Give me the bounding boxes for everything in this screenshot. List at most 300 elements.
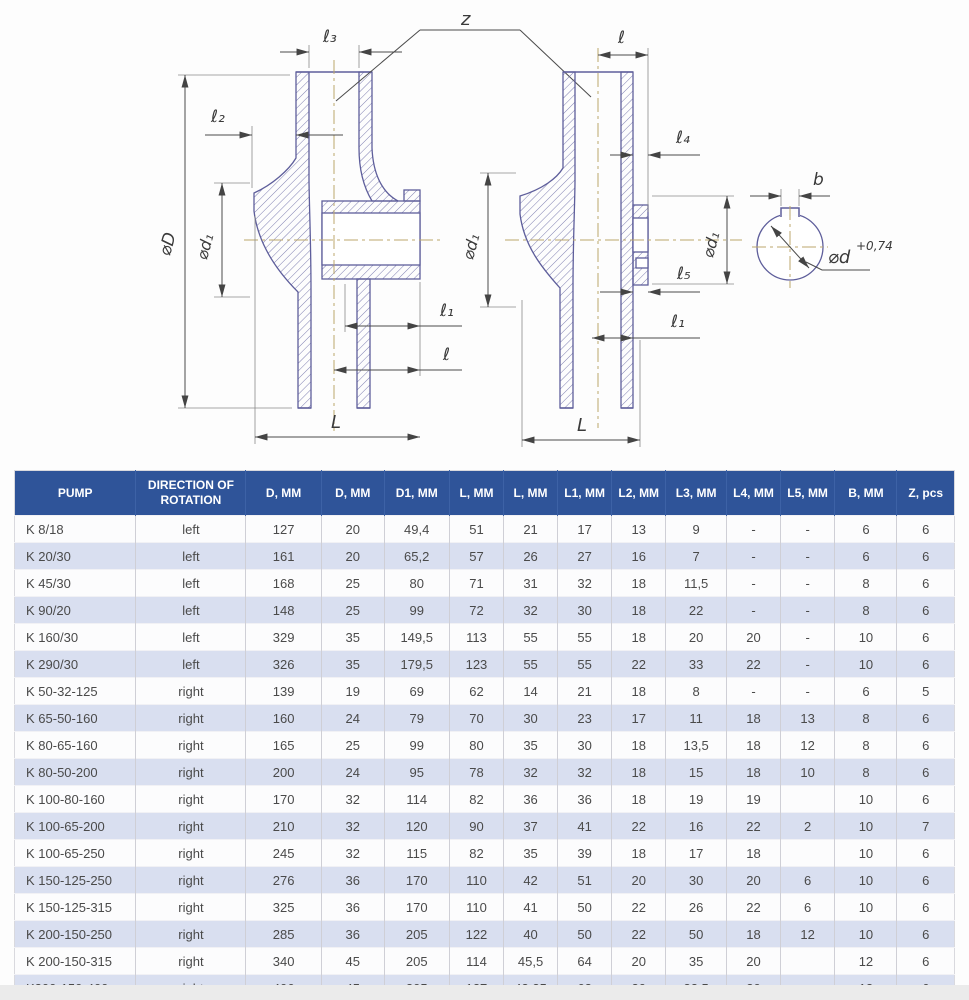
value-cell: 99 — [384, 597, 449, 624]
value-cell: 10 — [835, 786, 897, 813]
value-cell: 39 — [557, 840, 612, 867]
value-cell: right — [136, 732, 246, 759]
value-cell: right — [136, 705, 246, 732]
value-cell: 114 — [384, 786, 449, 813]
value-cell: 285 — [246, 921, 321, 948]
table-row — [15, 759, 955, 786]
value-cell: 13 — [780, 705, 835, 732]
value-cell: 6 — [897, 570, 955, 597]
value-cell: 122 — [449, 921, 504, 948]
value-cell: 149,5 — [384, 624, 449, 651]
value-cell: 6 — [780, 894, 835, 921]
column-header: D, MM — [321, 471, 384, 516]
value-cell: 205 — [384, 948, 449, 975]
value-cell: 21 — [557, 678, 612, 705]
value-cell: 20 — [666, 624, 727, 651]
value-cell: 161 — [246, 543, 321, 570]
value-cell: right — [136, 948, 246, 975]
value-cell: 20 — [321, 543, 384, 570]
column-header: D1, MM — [384, 471, 449, 516]
value-cell: - — [780, 597, 835, 624]
dimension-table-zone — [14, 470, 955, 1000]
value-cell — [780, 786, 835, 813]
value-cell: 20 — [612, 948, 666, 975]
dim-label-l2: ℓ₂ — [211, 107, 225, 127]
value-cell: 17 — [557, 516, 612, 543]
value-cell: 18 — [727, 840, 781, 867]
value-cell: 2 — [780, 813, 835, 840]
value-cell: 13 — [612, 516, 666, 543]
pump-name-cell: K 45/30 — [15, 570, 136, 597]
value-cell: 6 — [897, 921, 955, 948]
value-cell: 51 — [449, 516, 504, 543]
value-cell: 12 — [780, 921, 835, 948]
value-cell: 32 — [557, 570, 612, 597]
value-cell: 6 — [897, 543, 955, 570]
dim-label-l5: ℓ₅ — [677, 264, 691, 284]
value-cell: 30 — [557, 732, 612, 759]
value-cell: 325 — [246, 894, 321, 921]
value-cell: 37 — [504, 813, 558, 840]
table-row — [15, 678, 955, 705]
column-header: L, MM — [449, 471, 504, 516]
value-cell: 32 — [504, 597, 558, 624]
value-cell: 20 — [727, 624, 781, 651]
value-cell: left — [136, 624, 246, 651]
column-header: PUMP — [15, 471, 136, 516]
value-cell: 45,5 — [504, 948, 558, 975]
table-row — [15, 813, 955, 840]
value-cell: 160 — [246, 705, 321, 732]
value-cell: 36 — [504, 786, 558, 813]
value-cell: 18 — [612, 570, 666, 597]
value-cell: 18 — [727, 759, 781, 786]
left-view-keyway — [404, 190, 420, 201]
dim-label-l-left-view: ℓ — [443, 345, 451, 365]
column-header: L3, MM — [666, 471, 727, 516]
value-cell: 139 — [246, 678, 321, 705]
value-cell: 70 — [449, 705, 504, 732]
value-cell: 19 — [666, 786, 727, 813]
value-cell: 51 — [557, 867, 612, 894]
value-cell: 10 — [780, 759, 835, 786]
value-cell: 25 — [321, 597, 384, 624]
pump-name-cell: K 8/18 — [15, 516, 136, 543]
value-cell: 15 — [666, 759, 727, 786]
value-cell: 57 — [449, 543, 504, 570]
dim-label-l-top-right: ℓ — [618, 28, 626, 48]
value-cell: 6 — [897, 516, 955, 543]
table-row — [15, 624, 955, 651]
left-view-right-wall — [359, 72, 398, 201]
value-cell: 16 — [612, 543, 666, 570]
value-cell: - — [727, 516, 781, 543]
value-cell: 80 — [384, 570, 449, 597]
dim-label-phid: ⌀d — [828, 247, 851, 268]
value-cell: 19 — [727, 786, 781, 813]
value-cell — [780, 948, 835, 975]
value-cell: 35 — [321, 651, 384, 678]
table-row — [15, 867, 955, 894]
value-cell: 16 — [666, 813, 727, 840]
value-cell: 8 — [835, 759, 897, 786]
value-cell: 55 — [557, 651, 612, 678]
dim-label-phiD: ⌀D — [155, 230, 181, 259]
column-header: L4, MM — [727, 471, 781, 516]
value-cell: 35 — [504, 732, 558, 759]
value-cell: 33 — [666, 651, 727, 678]
value-cell: 115 — [384, 840, 449, 867]
value-cell: right — [136, 813, 246, 840]
value-cell: 25 — [321, 732, 384, 759]
dim-label-phid1-left-view: ⌀d₁ — [192, 231, 218, 262]
value-cell: 30 — [504, 705, 558, 732]
table-row — [15, 705, 955, 732]
value-cell: 65,2 — [384, 543, 449, 570]
value-cell: 10 — [835, 624, 897, 651]
value-cell: 20 — [727, 867, 781, 894]
pump-name-cell: K 65-50-160 — [15, 705, 136, 732]
value-cell: 18 — [612, 732, 666, 759]
value-cell: 36 — [321, 894, 384, 921]
value-cell: 32 — [321, 786, 384, 813]
value-cell: 11 — [666, 705, 727, 732]
column-header: D, MM — [246, 471, 321, 516]
value-cell: 22 — [612, 921, 666, 948]
pump-dimension-table — [14, 470, 955, 1000]
value-cell: 11,5 — [666, 570, 727, 597]
value-cell: - — [780, 516, 835, 543]
value-cell: 50 — [557, 921, 612, 948]
value-cell: 8 — [835, 597, 897, 624]
value-cell: 55 — [504, 624, 558, 651]
value-cell: 18 — [612, 786, 666, 813]
value-cell: 6 — [780, 867, 835, 894]
table-row — [15, 894, 955, 921]
pump-name-cell: K 20/30 — [15, 543, 136, 570]
value-cell: - — [727, 678, 781, 705]
value-cell: 18 — [727, 705, 781, 732]
dim-label-phid-tolerance: +0,74 — [856, 239, 893, 253]
value-cell: 31 — [504, 570, 558, 597]
value-cell: 179,5 — [384, 651, 449, 678]
value-cell: 10 — [835, 867, 897, 894]
value-cell: 205 — [384, 921, 449, 948]
column-header: DIRECTION OF ROTATION — [136, 471, 246, 516]
value-cell: 114 — [449, 948, 504, 975]
value-cell: 49,4 — [384, 516, 449, 543]
value-cell: 127 — [246, 516, 321, 543]
value-cell: 200 — [246, 759, 321, 786]
pump-name-cell: K 100-80-160 — [15, 786, 136, 813]
value-cell: 7 — [666, 543, 727, 570]
table-row — [15, 570, 955, 597]
value-cell: 22 — [727, 894, 781, 921]
dim-label-phid1-right-view-left: ⌀d₁ — [458, 231, 484, 262]
left-view-lower-right-wall — [357, 279, 370, 408]
value-cell: 245 — [246, 840, 321, 867]
value-cell: 22 — [666, 597, 727, 624]
value-cell: 35 — [321, 624, 384, 651]
value-cell: 32 — [504, 759, 558, 786]
value-cell — [780, 840, 835, 867]
value-cell: 8 — [835, 732, 897, 759]
table-header — [15, 471, 955, 516]
value-cell: 20 — [612, 867, 666, 894]
value-cell: 6 — [897, 732, 955, 759]
value-cell: 9 — [666, 516, 727, 543]
value-cell: 120 — [384, 813, 449, 840]
table-header-row — [15, 471, 955, 516]
value-cell: 18 — [612, 678, 666, 705]
value-cell: 18 — [612, 624, 666, 651]
value-cell: 6 — [897, 948, 955, 975]
value-cell: 32 — [321, 840, 384, 867]
value-cell: 50 — [666, 921, 727, 948]
value-cell: 12 — [780, 732, 835, 759]
pump-name-cell: K 150-125-315 — [15, 894, 136, 921]
value-cell: 32 — [321, 813, 384, 840]
value-cell: 64 — [557, 948, 612, 975]
value-cell: 21 — [504, 516, 558, 543]
value-cell: 6 — [897, 840, 955, 867]
value-cell: 17 — [612, 705, 666, 732]
table-row — [15, 732, 955, 759]
dim-label-l1-right-view: ℓ₁ — [671, 312, 685, 332]
value-cell: 22 — [612, 894, 666, 921]
table-row — [15, 786, 955, 813]
value-cell: 18 — [727, 921, 781, 948]
value-cell: 99 — [384, 732, 449, 759]
value-cell: 6 — [897, 624, 955, 651]
value-cell: 24 — [321, 705, 384, 732]
value-cell: - — [780, 624, 835, 651]
value-cell: 82 — [449, 840, 504, 867]
value-cell: 10 — [835, 840, 897, 867]
value-cell: right — [136, 867, 246, 894]
pump-name-cell: K 150-125-250 — [15, 867, 136, 894]
value-cell: 170 — [384, 894, 449, 921]
value-cell: 42 — [504, 867, 558, 894]
value-cell: 27 — [557, 543, 612, 570]
value-cell: 10 — [835, 651, 897, 678]
value-cell: right — [136, 840, 246, 867]
pump-name-cell: K 200-150-250 — [15, 921, 136, 948]
value-cell: 90 — [449, 813, 504, 840]
value-cell: - — [727, 543, 781, 570]
value-cell: 50 — [557, 894, 612, 921]
value-cell: 6 — [897, 894, 955, 921]
column-header: L2, MM — [612, 471, 666, 516]
value-cell: 41 — [557, 813, 612, 840]
column-header: L, MM — [504, 471, 558, 516]
value-cell: 110 — [449, 894, 504, 921]
value-cell: 18 — [612, 597, 666, 624]
pump-name-cell: K 100-65-200 — [15, 813, 136, 840]
dim-label-l3: ℓ₃ — [323, 27, 337, 47]
value-cell: - — [780, 543, 835, 570]
value-cell: 78 — [449, 759, 504, 786]
value-cell: 5 — [897, 678, 955, 705]
value-cell: 7 — [897, 813, 955, 840]
value-cell: 326 — [246, 651, 321, 678]
value-cell: 110 — [449, 867, 504, 894]
column-header: Z, pcs — [897, 471, 955, 516]
value-cell: right — [136, 921, 246, 948]
pump-name-cell: K 100-65-250 — [15, 840, 136, 867]
value-cell: 6 — [835, 678, 897, 705]
value-cell: 6 — [897, 867, 955, 894]
value-cell: 6 — [897, 759, 955, 786]
table-row — [15, 840, 955, 867]
pump-name-cell: K 80-50-200 — [15, 759, 136, 786]
value-cell: - — [780, 651, 835, 678]
value-cell: - — [780, 570, 835, 597]
impeller-drawing — [0, 0, 969, 470]
value-cell: 18 — [612, 759, 666, 786]
value-cell: 10 — [835, 813, 897, 840]
value-cell: 20 — [727, 948, 781, 975]
table-row — [15, 651, 955, 678]
value-cell: left — [136, 543, 246, 570]
value-cell: right — [136, 678, 246, 705]
value-cell: 69 — [384, 678, 449, 705]
value-cell: 17 — [666, 840, 727, 867]
value-cell: 26 — [666, 894, 727, 921]
value-cell: - — [727, 570, 781, 597]
left-view-bore — [322, 213, 420, 265]
dim-label-L-left-view: L — [331, 412, 342, 433]
value-cell: 40 — [504, 921, 558, 948]
value-cell: 18 — [612, 840, 666, 867]
value-cell: 6 — [897, 705, 955, 732]
value-cell: 14 — [504, 678, 558, 705]
pump-name-cell: K 200-150-315 — [15, 948, 136, 975]
value-cell: 62 — [449, 678, 504, 705]
value-cell: 10 — [835, 894, 897, 921]
value-cell: 35 — [666, 948, 727, 975]
value-cell: 168 — [246, 570, 321, 597]
value-cell: 170 — [246, 786, 321, 813]
value-cell: 55 — [504, 651, 558, 678]
value-cell: 71 — [449, 570, 504, 597]
value-cell: 148 — [246, 597, 321, 624]
value-cell: right — [136, 894, 246, 921]
dim-label-z: z — [461, 9, 471, 30]
column-header: B, MM — [835, 471, 897, 516]
bottom-strip — [0, 985, 969, 1000]
value-cell: 165 — [246, 732, 321, 759]
value-cell: 36 — [321, 921, 384, 948]
value-cell: 210 — [246, 813, 321, 840]
value-cell: 8 — [666, 678, 727, 705]
pump-name-cell: K 90/20 — [15, 597, 136, 624]
value-cell: right — [136, 759, 246, 786]
value-cell: 79 — [384, 705, 449, 732]
pump-name-cell: K 160/30 — [15, 624, 136, 651]
value-cell: 6 — [835, 516, 897, 543]
value-cell: 113 — [449, 624, 504, 651]
value-cell: right — [136, 786, 246, 813]
right-view-l5-step — [636, 258, 648, 268]
value-cell: 8 — [835, 705, 897, 732]
value-cell: 12 — [835, 948, 897, 975]
value-cell: 170 — [384, 867, 449, 894]
technical-drawing-svg — [0, 0, 969, 470]
value-cell: 6 — [897, 651, 955, 678]
value-cell: left — [136, 516, 246, 543]
column-header: L5, MM — [780, 471, 835, 516]
z-leader-left — [336, 30, 420, 101]
table-row — [15, 597, 955, 624]
value-cell: 18 — [727, 732, 781, 759]
value-cell: 25 — [321, 570, 384, 597]
value-cell: 19 — [321, 678, 384, 705]
table-row — [15, 921, 955, 948]
value-cell: 6 — [835, 543, 897, 570]
value-cell: 36 — [321, 867, 384, 894]
value-cell: 30 — [666, 867, 727, 894]
column-header: L1, MM — [557, 471, 612, 516]
value-cell: 22 — [727, 651, 781, 678]
value-cell: 276 — [246, 867, 321, 894]
z-leader-right — [520, 30, 591, 97]
value-cell: 22 — [612, 651, 666, 678]
dim-label-L-right-view: L — [577, 415, 588, 436]
pump-name-cell: K 290/30 — [15, 651, 136, 678]
value-cell: 23 — [557, 705, 612, 732]
value-cell: 8 — [835, 570, 897, 597]
value-cell: 340 — [246, 948, 321, 975]
value-cell: 80 — [449, 732, 504, 759]
pump-name-cell: K 50-32-125 — [15, 678, 136, 705]
value-cell: 45 — [321, 948, 384, 975]
dim-label-phid1-right-view-right: ⌀d₁ — [698, 229, 724, 260]
value-cell: - — [727, 597, 781, 624]
value-cell: - — [780, 678, 835, 705]
table-row — [15, 948, 955, 975]
dim-label-l4: ℓ₄ — [676, 128, 690, 148]
value-cell: 6 — [897, 597, 955, 624]
table-row — [15, 543, 955, 570]
value-cell: 329 — [246, 624, 321, 651]
dim-label-b: b — [813, 170, 824, 190]
value-cell: 24 — [321, 759, 384, 786]
value-cell: 22 — [727, 813, 781, 840]
value-cell: 82 — [449, 786, 504, 813]
pump-name-cell: K 80-65-160 — [15, 732, 136, 759]
value-cell: 6 — [897, 786, 955, 813]
value-cell: 10 — [835, 921, 897, 948]
value-cell: left — [136, 597, 246, 624]
right-view-bore — [633, 218, 648, 252]
value-cell: 13,5 — [666, 732, 727, 759]
value-cell: 20 — [321, 516, 384, 543]
value-cell: 95 — [384, 759, 449, 786]
value-cell: 72 — [449, 597, 504, 624]
value-cell: 22 — [612, 813, 666, 840]
value-cell: 26 — [504, 543, 558, 570]
value-cell: left — [136, 651, 246, 678]
dim-label-l1-left-view: ℓ₁ — [440, 301, 454, 321]
value-cell: 32 — [557, 759, 612, 786]
value-cell: 55 — [557, 624, 612, 651]
value-cell: 30 — [557, 597, 612, 624]
table-body — [15, 516, 955, 1000]
table-row — [15, 516, 955, 543]
value-cell: 123 — [449, 651, 504, 678]
value-cell: left — [136, 570, 246, 597]
